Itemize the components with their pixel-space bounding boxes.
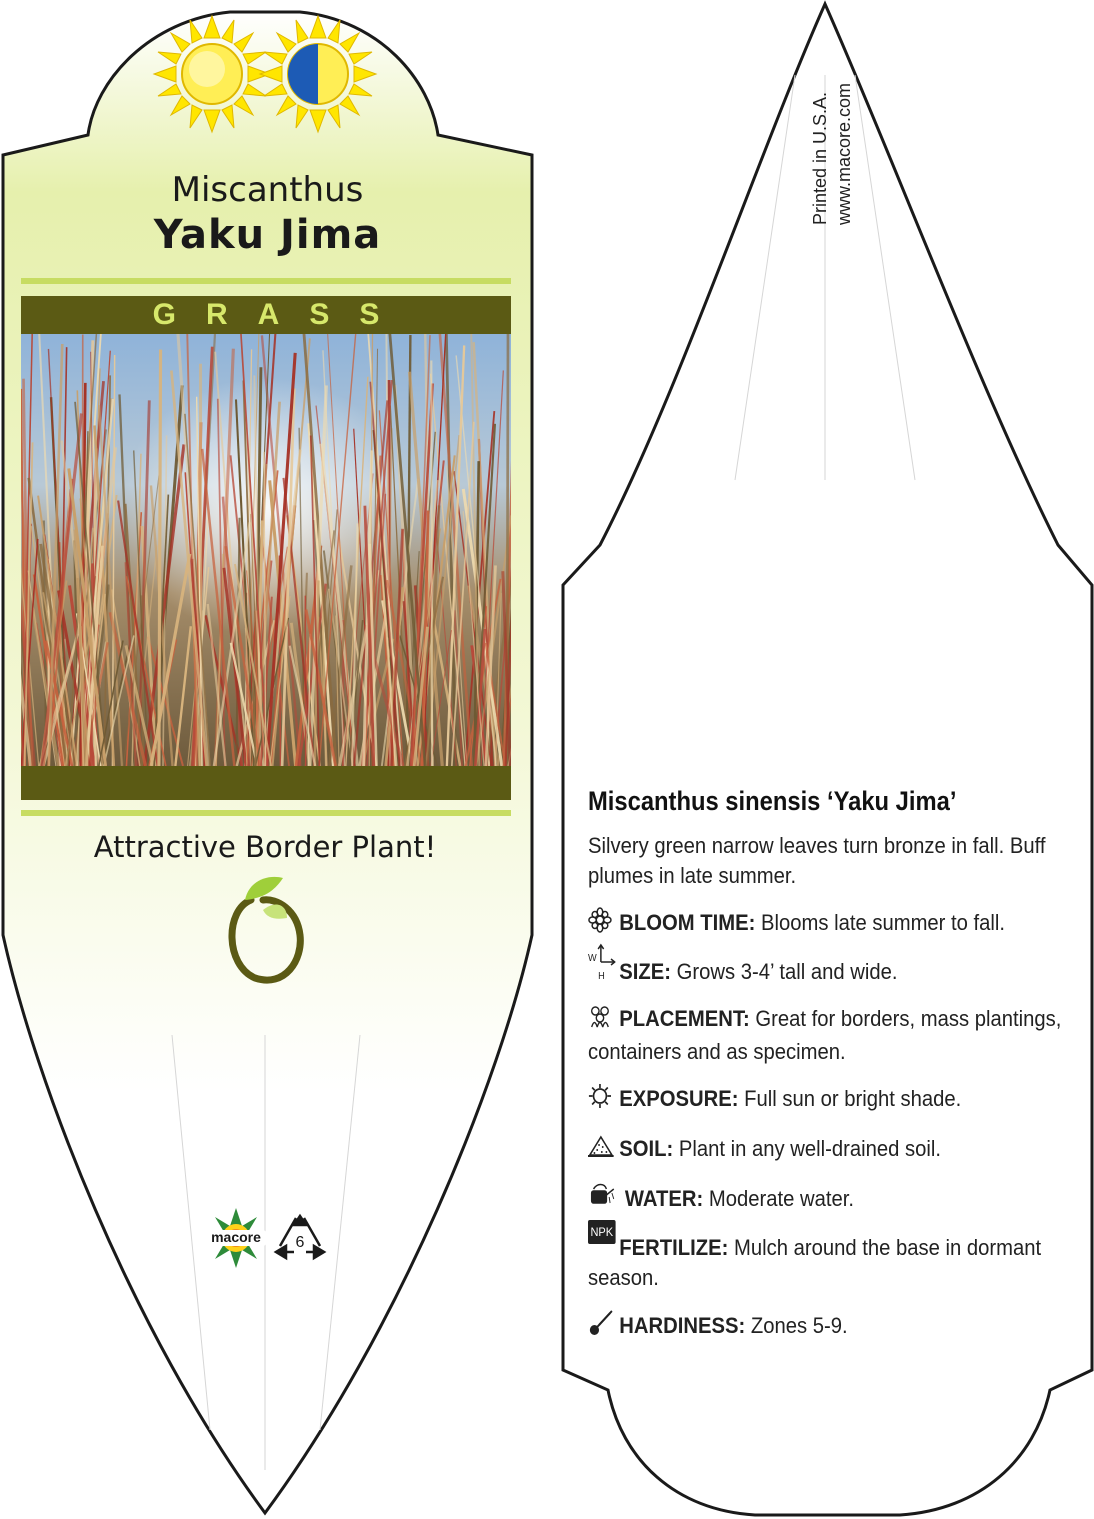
size-icon-h: H <box>598 971 605 983</box>
imprint-printed: Printed in U.S.A. <box>810 91 830 225</box>
tagline: Attractive Border Plant! <box>93 830 437 864</box>
description: Silvery green narrow leaves turn bronze in fall. Buff plumes in late summer. <box>588 833 1046 888</box>
attribute-fertilize <box>588 1225 1066 1293</box>
size-value: Grows 3-4’ tall and wide. <box>676 959 898 984</box>
attribute-exposure <box>588 1083 1066 1117</box>
attribute-placement <box>588 1003 1066 1067</box>
sun-icon <box>588 1083 619 1117</box>
category-label: GRASS <box>152 298 410 331</box>
hardiness-label: HARDINESS: <box>619 1312 746 1338</box>
placement-icon <box>588 1003 619 1037</box>
size-icon-w: W <box>588 953 597 965</box>
plant-genus: Miscanthus <box>171 170 364 210</box>
water-label: WATER: <box>624 1185 704 1211</box>
attribute-soil <box>588 1133 1066 1167</box>
water-value: Moderate water. <box>708 1185 855 1211</box>
grass-blade <box>159 350 161 766</box>
imprint <box>808 83 856 225</box>
botanical-name: Miscanthus sinensis ‘Yaku Jima’ <box>588 786 957 816</box>
plant-photo <box>21 334 511 766</box>
exposure-value: Full sun or bright shade. <box>744 1085 962 1111</box>
macore-logo-text: macore <box>211 1229 261 1245</box>
flower-icon <box>588 907 619 941</box>
fertilize-label: FERTILIZE: <box>619 1235 729 1260</box>
part-shade-icon <box>260 16 376 132</box>
bloom-time-label: BLOOM TIME: <box>619 909 756 935</box>
grass-blade <box>431 360 432 766</box>
fertilize-value: Mulch around the base in dormant season. <box>588 1235 1042 1290</box>
bloom-time-value: Blooms late summer to fall. <box>760 909 1006 935</box>
placement-value: Great for borders, mass plantings, containers and as specimen. <box>588 1005 1062 1064</box>
attribute-water <box>588 1183 1066 1217</box>
npk-icon <box>588 1225 619 1261</box>
soil-value: Plant in any well-drained soil. <box>678 1135 942 1161</box>
placement-label: PLACEMENT: <box>619 1005 750 1031</box>
soil-label: SOIL: <box>619 1135 674 1161</box>
exposure-label: EXPOSURE: <box>619 1085 739 1111</box>
size-icon <box>588 953 619 986</box>
thermometer-icon <box>588 1309 619 1345</box>
hardiness-value: Zones 5-9. <box>750 1312 848 1338</box>
full-sun-icon <box>154 16 270 132</box>
attribute-bloom-time <box>588 907 1066 941</box>
recycle-code: 6 <box>295 1234 305 1251</box>
imprint-website: www.macore.com <box>834 82 854 225</box>
size-label: SIZE: <box>619 959 672 984</box>
npk-icon-text: NPK <box>590 1225 614 1240</box>
soil-icon <box>588 1133 619 1167</box>
attribute-size <box>588 953 1066 987</box>
plant-cultivar: Yaku Jima <box>153 212 382 258</box>
watering-can-icon <box>588 1183 619 1217</box>
grass-photo-illustration <box>21 334 511 766</box>
back-panel <box>588 786 1078 1345</box>
attribute-hardiness <box>588 1309 1066 1345</box>
